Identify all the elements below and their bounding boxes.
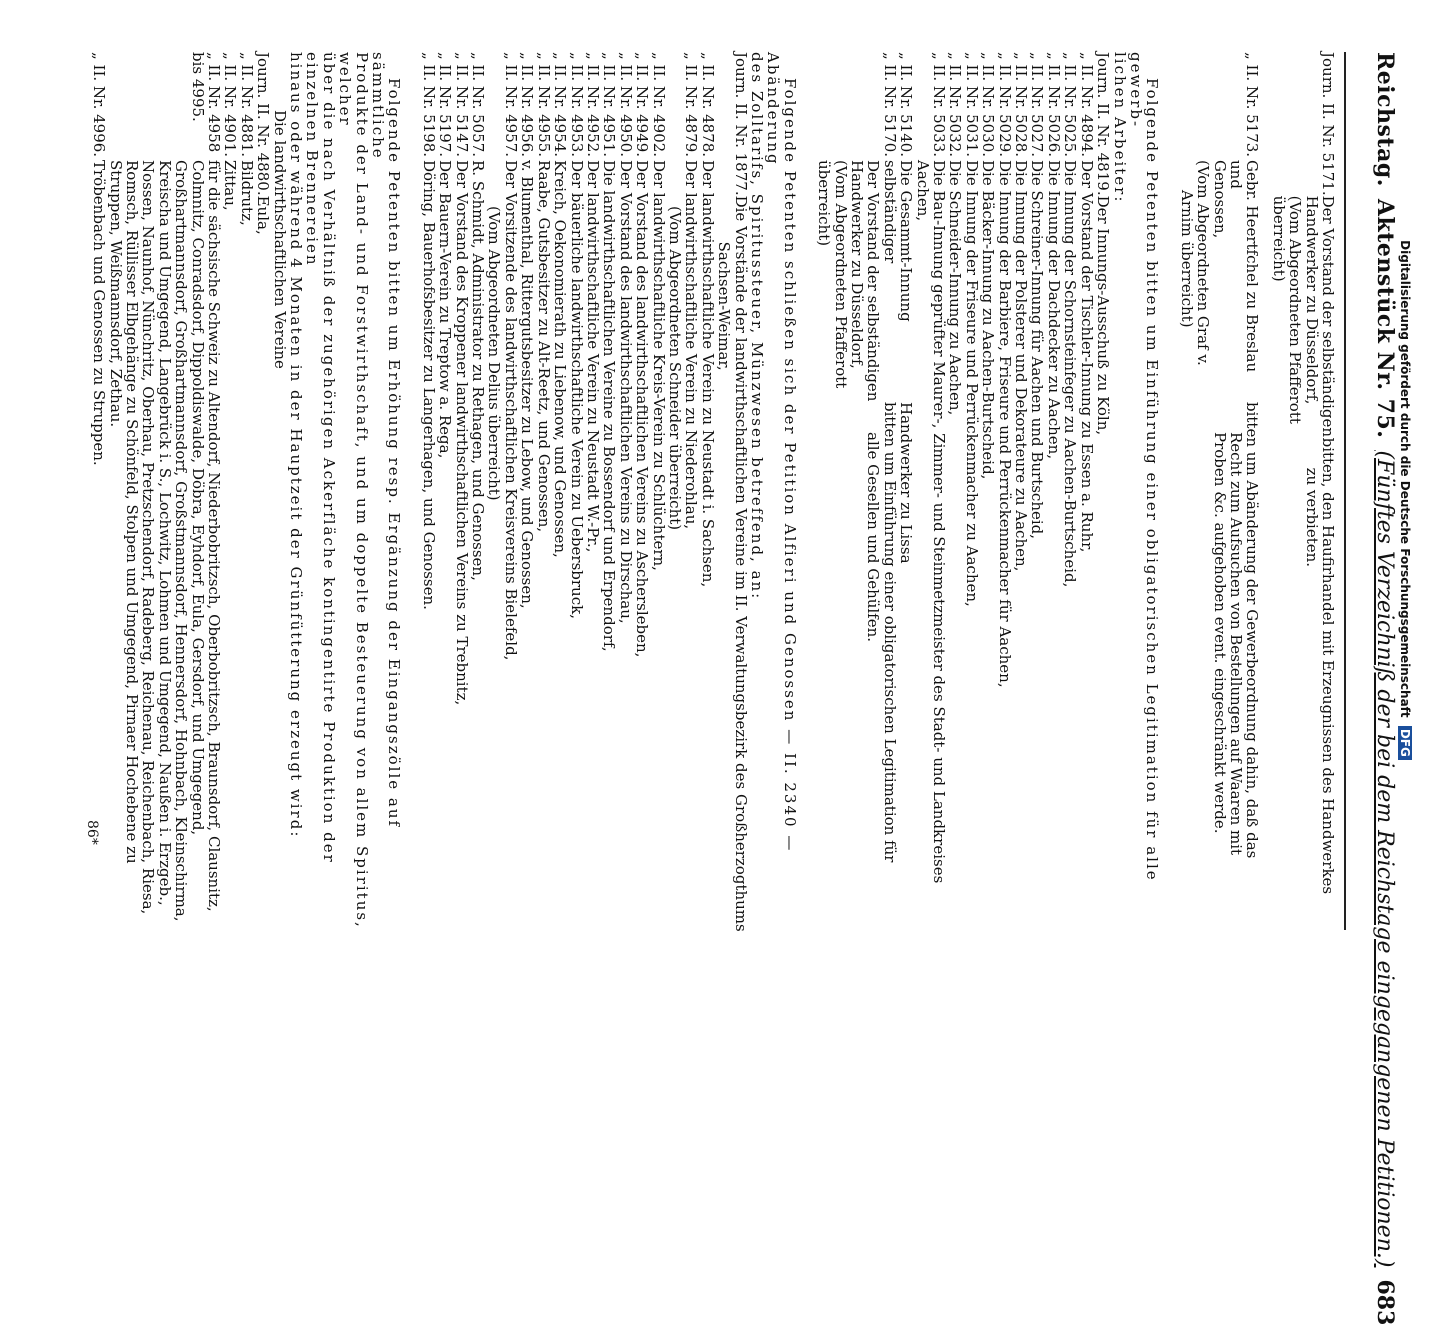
journal-ref [881,52,914,160]
entry-text [156,160,172,932]
entry-text [107,160,123,932]
journal-ref: Journ. II. Nr. 1877. [731,52,750,196]
request-line: Proben &c. aufgehoben event. eingeschränkt werde. [1210,432,1229,834]
journal-ref: „ II. Nr. 4950. [616,52,635,158]
petition-entry [255,52,271,932]
journal-ref: „ II. Nr. 4953. [567,52,586,158]
petitioner-line: Handwerker zu Düsseldorf, [1302,195,1321,405]
dfg-logo: DFG [1398,726,1412,760]
entry-text [470,160,486,932]
petition-entry [617,52,633,932]
entry-line: Kreischa und Umgegend, Langebrück i. S., Lochwitz, Lohmen und Umgegend, Naußen i. Erzgeb., [155,160,174,906]
journal-ref: „ II. Nr. 4955. [534,52,553,158]
entry-text [1078,160,1094,932]
entry-line: Colmnitz, Conradsdorf, Dippoldiswalde, Döbra, Eyhdorf, Eula, Gersdorf, und Umgegend, [188,160,207,836]
entry-text [1029,160,1045,932]
petition-entry [107,52,123,932]
petition-entry [667,52,700,932]
digitization-credit [1392,20,1412,980]
entry-line: Die Vorstände der landwirthschaftlichen Vereine im II. Verwaltungsbezirk des Großherzogthums [731,195,750,932]
entry-line: Die Schreiner-Innung für Aachen und Burtscheid, [1028,160,1047,540]
entry-text [963,160,979,932]
entry-text [453,160,469,932]
journal-ref: „ II. Nr. 4996. [90,52,109,158]
section-intro: Folgende Petenten bitten um Erhöhung resp. Ergänzung der Eingangszölle auf sämmtliche [369,52,404,829]
petition-entry [980,52,996,932]
petition-entry [699,52,715,932]
entry-line: Die Innung der Polsterer und Dekorateure zu Aachen, [1012,160,1031,572]
journal-ref: „ II. Nr. 5027. [1028,52,1047,158]
entry-line: Der Vorstand des Kroppener landwirthschaftlichen Vereins zu Trebnitz, [452,160,471,706]
entry-line: Der Vorsitzende des landwirthschaftlichen Kreisvereins Bielefeld, [501,160,520,661]
journal-ref: „ II. Nr. 5147. [452,52,471,158]
entry-text [486,160,519,932]
petition-entry [189,52,205,932]
petition-entry [420,52,436,932]
entry-line: Die Innung der Friseure und Perrückenmacher zu Aachen, [962,160,981,607]
entry-line: Romsch, Rüllisser Elbgehänge zu Schönfeld, Stolpen und Umgegend, Pirnaer Hochebene zu [122,160,141,864]
journal-ref: „ II. Nr. 4958 [205,52,223,153]
petition-entry [222,52,238,932]
journal-ref-line: „ II. Nr. 5170. [880,52,899,158]
journal-ref: „ II. Nr. 4902. [649,52,668,158]
entry-line: Die Innung der Schornsteinfeger zu Aachen-Burtscheid, [1061,160,1080,588]
entry-line: Die Innung der Dachdecker zu Aachen, [1044,160,1063,460]
journal-ref: bis 4995. [188,52,207,122]
document-body [91,52,1336,932]
journal-ref: „ II. Nr. 5032. [946,52,965,158]
section-intro: Folgende Petenten schließen sich der Petition Alfieri und Genossen — II. 2340 — Abänderung [764,52,799,853]
petition-entry [947,52,963,932]
entry-text [650,160,666,932]
entry-line: Zittau, [221,160,240,211]
journal-ref: „ II. Nr. 4956. [518,52,537,158]
entry-text [634,160,650,932]
entry-line: Kreich, Oekonomierath zu Liebenow, und Genossen, [551,160,570,558]
section-intro: Produkte der Land- und Forstwirthschaft, und um doppelte Besteuerung von allem Spiritus, welcher [336,52,371,929]
petitioner [1178,160,1260,402]
section-intro: Folgende Petenten bitten um Einführung einer obligatorischen Legitimation für alle gewerb- [1126,52,1162,882]
entry-text [667,160,700,932]
petition-entry [470,52,486,932]
petition-entry [716,52,749,932]
entry-line: Sachsen-Weimar, [715,241,734,371]
journal-ref: „ II. Nr. 5173. [1243,52,1262,158]
petition-entry [1013,52,1029,932]
entry-text [914,160,930,932]
page-header [1344,52,1424,1325]
petitioner [1270,196,1336,438]
petition-entry [173,52,189,932]
section-intro: des Zolltarifs, Spiritussteuer, Münzwesen betreffend, an: [748,52,766,601]
petitioner-line: überreicht) [1269,195,1288,282]
journal-ref: „ II. Nr. 5026. [1044,52,1063,158]
petition-entry [535,52,551,932]
footnote-mark: 86* [84,820,100,845]
entry-line: Der Vorstand des landwirthschaftlichen Vereins zu Dirschau, [616,160,635,624]
petition-entry [1095,52,1111,932]
entry-text [601,160,617,932]
petition-entry [914,52,930,932]
entry-text [980,160,996,932]
petition-entry [437,52,453,932]
entry-line: Der Vorstand des landwirthschaftlichen Vereins zu Aschersleben, [633,160,652,658]
request [865,402,914,932]
petitioner-line: (Vom Abgeordneten Graf v. [1194,160,1213,366]
journal-ref: „ II. Nr. 5198. [419,52,438,158]
entry-text [255,196,271,932]
section-lead: Die landwirthschaftlichen Vereine [270,110,289,369]
entry-line: Bildrutz, [237,160,256,226]
entry-text [140,160,156,932]
entry-text [91,160,107,932]
section-intro: hinaus oder während 4 Monaten in der Hauptzeit der Grünfütterung erzeugt wird: [287,52,306,839]
entry-line: Die Schneider-Innung zu Aachen, [946,160,965,416]
petition-entry [650,52,666,932]
entry-line: Die Bau-Innung geprüfter Maurer-, Zimmer- und Steinmetzmeister des Stadt- und Landkreises [930,160,949,884]
request [1211,402,1260,932]
petition-entry [1029,52,1045,932]
petition-entry [931,52,947,932]
petition-entry [634,52,650,932]
entry-line: Döring, Bauerhofsbesitzer zu Langerhagen, und Genossen. [419,160,438,610]
entry-line: Die Innung der Barbiere, Friseure und Perrückenmacher für Aachen, [995,160,1014,688]
request-line: bitten, den Haufirhandel mit Erzeugnissen des Handwerkes [1319,437,1337,895]
petitioner-line: überreicht) [815,160,834,247]
entry-line: Großhartmannsdorf, Großhartmannsdorf, Großstmannsdorf, Hennersdorf, Hohnbach, Kleinschirma, [172,160,191,922]
entry-line: Der Innungs-Ausschuß zu Köln, [1094,195,1113,436]
entry-line: Der landwirthschaftliche Verein zu Neustadt i. Sachsen, [698,160,717,588]
petitioner-line: Arnim überreicht) [1177,190,1196,328]
request-line: zu verbieten. [1302,467,1321,568]
request-line: bitten um Einführung einer obligatorischen Legitimation für [880,402,899,863]
entry-text [699,160,715,932]
petition-entry [91,52,107,932]
entry-text [1013,160,1029,932]
header-left: Reichstag. [1372,52,1398,187]
section-intro: lichen Arbeiter: [1110,52,1129,204]
journal-ref: Journ. II. Nr. 4819. [1094,52,1113,196]
request-line: Recht zum Aufsuchen von Bestellungen auf Waaren mit [1226,432,1245,856]
petition-entry [238,52,254,932]
entry-line: Aachen, [913,160,932,222]
entry-line: Der landwirthschaftliche Kreis-Verein zu Schlüchtern, [649,160,668,571]
entry-text [716,196,749,932]
journal-ref: „ II. Nr. 4894. [1077,52,1096,158]
journal-ref: „ II. Nr. 5031. [962,52,981,158]
entry-text [947,160,963,932]
journal-ref: „ II. Nr. 4952. [583,52,602,158]
entry-text [552,160,568,932]
entry-line: Die Bäcker-Innung zu Aachen-Burtscheid, [979,160,998,480]
petitioner-line: Handwerker zu Düsseldorf, [848,160,867,369]
petition-entry [1078,52,1094,932]
credit-text: Digitalisierung gefördert durch die Deutsche Forschungsgemeinschaft [1398,240,1412,718]
entry-text [238,160,254,932]
petition-entry [568,52,584,932]
petition-entry [601,52,617,932]
petition-entry [140,52,156,932]
entry-text [617,160,633,932]
petitioner-line: Genossen, [1210,160,1229,239]
entry-line: Der Bauern-Verein zu Treptow a. Rega, [436,160,455,459]
journal-ref: „ II. Nr. 4954. [551,52,570,158]
entry-line: Nossen, Naunhof, Nünchritz, Oberhau, Pretzschendorf, Radeberg, Reichenau, Reichenbach, Riesa, [139,160,158,915]
entry-text [931,160,947,932]
petition-entry [156,52,172,932]
journal-ref: „ II. Nr. 5033. [930,52,949,158]
journal-ref: „ II. Nr. 5057. [469,52,488,158]
journal-ref: Journ. II. Nr. 5171. [1319,52,1337,196]
petitioner-line: Gebr. Heertfchel zu Breslau und [1226,160,1262,373]
journal-ref-line: „ II. Nr. 5140. [897,52,916,158]
entry-line: v. Blumenthal, Rittergutsbesitzer zu Lebow, und Genossen, [518,160,537,609]
petition-entry [816,52,914,932]
entry-line: für die sächsische Schweiz zu Altendorf, Niederbobritzsch, Oberbobritzsch, Braunsdorf, Clausnitz, [205,160,223,912]
petition-entry [124,52,140,932]
petitioner-line: Die Gesammt-Innung selbständiger [880,160,916,322]
journal-ref: „ II. Nr. 4901. [221,52,240,158]
entry-text [585,160,601,932]
entry-text [568,160,584,932]
page-number: 683 [1372,1279,1398,1325]
journal-ref: „ II. Nr. 5197. [436,52,455,158]
entry-text [437,160,453,932]
petitioner-line: (Vom Abgeordneten Pfafferott [1286,195,1305,424]
entry-text [222,160,238,932]
entry-line: Tröbenbach und Genossen zu Struppen. [90,160,109,466]
journal-ref: „ II. Nr. 4951. [600,52,619,158]
petition-entry [453,52,469,932]
petitioner-line: Der Vorstand der selbständigen [864,160,883,402]
petition-entry [206,52,222,932]
entry-line: Eula, [254,195,273,235]
petition-entry [552,52,568,932]
journal-ref: „ II. Nr. 5028. [1012,52,1031,158]
journal-ref: „ II. Nr. 4878. [698,52,717,158]
entry-line: Raabe, Gutsbesitzer zu Alt-Reetz, und Genossen, [534,160,553,533]
entry-text [206,160,222,932]
petitioner [816,160,914,402]
entry-text [420,160,436,932]
journal-ref: „ II. Nr. 5029. [995,52,1014,158]
petition-entry [1046,52,1062,932]
petition-entry [996,52,1012,932]
entry-text [1095,196,1111,932]
journal-ref: „ II. Nr. 5025. [1061,52,1080,158]
entry-line: Die landwirthschaftlichen Vereine zu Bossendorf und Erpendorf, [600,160,619,652]
entry-line: R. Schmidt, Administrator zu Rethagen, und Genossen, [469,160,488,581]
petition-entry [486,52,519,932]
entry-line: Der landwirthschaftliche Verein zu Neustadt W.-Pr., [583,160,602,553]
entry-line: Der landwirthschaftliche Verein zu Niederohlau, [682,160,701,530]
petition-entry [963,52,979,932]
request-line: Handwerker zu Lissa [897,402,916,564]
section-intro: über die nach Verhältniß der zugehörigen Ackerfläche kontingentirte Produktion der einzelnen Brennereien [303,52,338,864]
petitioner-line: Der Vorstand der selbständigen [1319,195,1337,438]
entry-line: (Vom Abgeordneten Delius überreicht) [485,206,504,501]
petition-entry [1270,52,1336,932]
entry-text [1046,160,1062,932]
petitioner-line: (Vom Abgeordneten Pfafferott [831,160,850,389]
request-line: alle Gesellen und Gehülfen. [864,432,883,643]
petition-entry [1178,52,1260,932]
entry-line: Der bäuerliche landwirthschaftliche Verein zu Uebersbruck, [567,160,586,619]
petition-entry [519,52,535,932]
header-akt: Aktenstück Nr. 75. [1372,198,1398,439]
entry-text [1062,160,1078,932]
entry-line: Struppen, Weißmannsdorf, Zethau. [106,160,125,428]
journal-ref: „ II. Nr. 4949. [633,52,652,158]
journal-ref: „ II. Nr. 5030. [979,52,998,158]
entry-text [996,160,1012,932]
entry-text [189,160,205,932]
petition-entry [1062,52,1078,932]
entry-line: Der Vorstand der Tischler-Innung zu Essen a. Ruhr, [1077,160,1096,553]
entry-text [124,160,140,932]
entry-text [519,160,535,932]
entry-line: (Vom Abgeordneten Schneider überreicht) [665,206,684,531]
petition-entry [585,52,601,932]
request [1303,438,1336,932]
journal-ref: Journ. II. Nr. 4880. [254,52,273,196]
entry-text [535,160,551,932]
journal-ref: „ II. Nr. 4957. [501,52,520,158]
entry-text [173,160,189,932]
request-line: bitten um Abänderung der Gewerbeordnung dahin, daß das [1243,402,1262,859]
header-title: (Fünftes Verzeichniß der bei dem Reichstage eingegangenen Petitionen.) [1372,450,1398,1268]
journal-ref: „ II. Nr. 4879. [682,52,701,158]
journal-ref: „ II. Nr. 4881. [237,52,256,158]
